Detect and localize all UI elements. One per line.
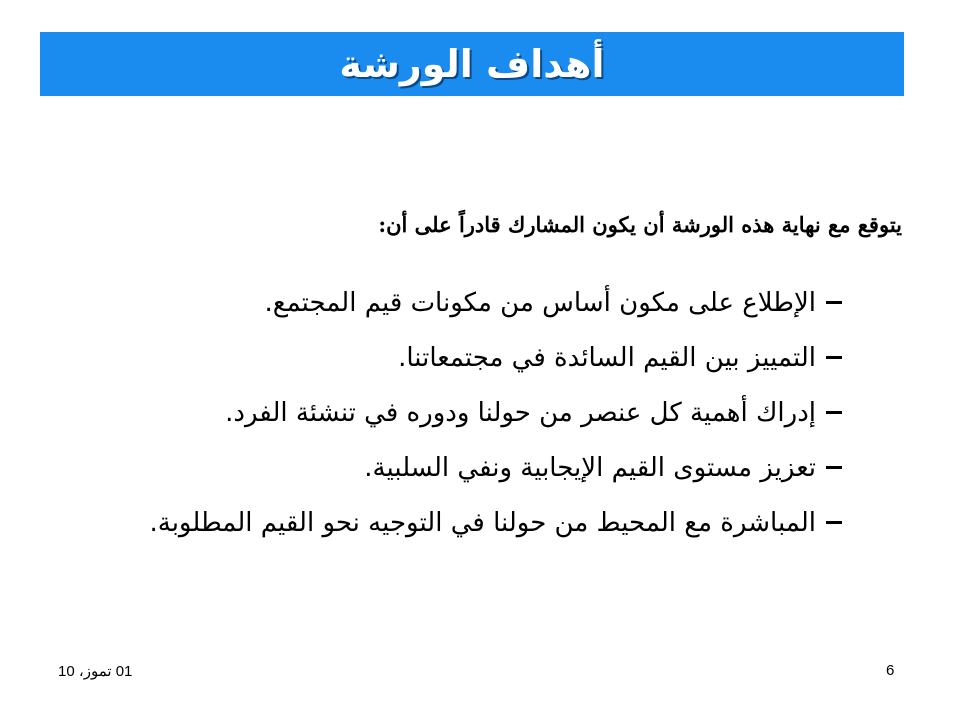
title-bar bbox=[40, 32, 904, 96]
list-item bbox=[149, 330, 842, 385]
goal-text: إدراك أهمية كل عنصر من حولنا ودوره في تنشئة الفرد. bbox=[225, 397, 816, 428]
footer-date: 01 تموز، 10 bbox=[58, 663, 133, 680]
goal-text: الإطلاع على مكون أساس من مكونات قيم المجتمع. bbox=[264, 287, 816, 318]
list-item bbox=[149, 440, 842, 495]
goal-text: التمييز بين القيم السائدة في مجتمعاتنا. bbox=[398, 342, 816, 373]
list-item bbox=[149, 385, 842, 440]
intro-text: يتوقع مع نهاية هذه الورشة أن يكون المشارك قادراً على أن: bbox=[378, 212, 902, 237]
list-item bbox=[149, 275, 842, 330]
goal-text: تعزيز مستوى القيم الإيجابية ونفي السلبية. bbox=[364, 452, 816, 483]
goal-text: المباشرة مع المحيط من حولنا في التوجيه نحو القيم المطلوبة. bbox=[149, 507, 816, 538]
dash-bullet-icon bbox=[826, 301, 842, 304]
dash-bullet-icon bbox=[826, 521, 842, 524]
goals-list bbox=[149, 275, 842, 550]
slide-title: أهداف الورشة bbox=[339, 42, 605, 86]
dash-bullet-icon bbox=[826, 356, 842, 359]
page-number: 6 bbox=[886, 662, 895, 679]
dash-bullet-icon bbox=[826, 466, 842, 469]
dash-bullet-icon bbox=[826, 411, 842, 414]
list-item bbox=[149, 495, 842, 550]
